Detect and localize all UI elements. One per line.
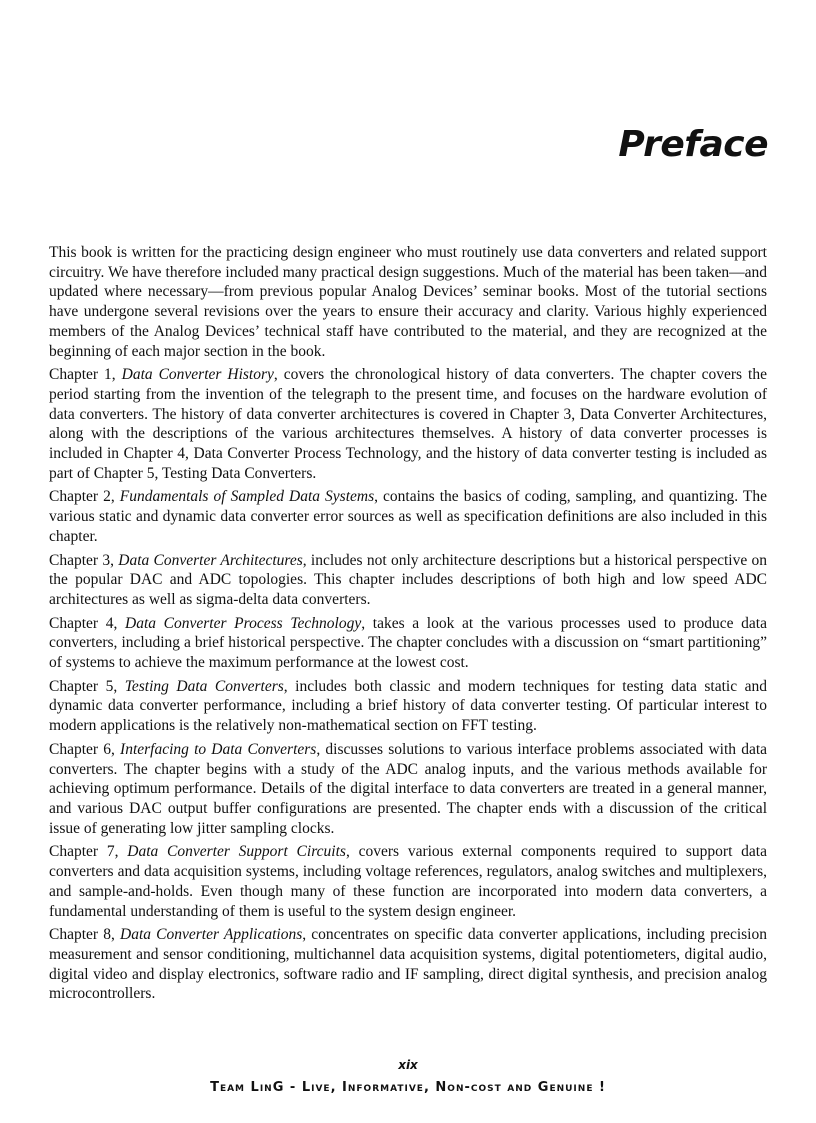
chapter-description: , includes both classic and modern techniques for testing data static and dynamic data converter performance, including a brief history of data converter testing. Of particular interest to modern applications is the relatively non-mathematical section on FFT testing. <box>49 677 767 735</box>
intro-paragraph: This book is written for the practicing design engineer who must routinely use data converters and related support circuitry. We have therefore included many practical design suggestions. Much of the material has been taken—and updated where necessary—from previous popular Analog Devices’ seminar books. Most of the tutorial sections have undergone several revisions over the years to ensure their accuracy and clarity. Various highly experienced members of the Analog Devices’ technical staff have contributed to the material, and they are recognized at the beginning of each major section in the book. <box>49 244 767 360</box>
chapter-7-paragraph <box>49 842 767 921</box>
chapter-5-paragraph <box>49 677 767 736</box>
chapter-lead: Chapter 8, <box>49 926 121 944</box>
preface-body <box>49 243 767 1008</box>
chapter-title: Fundamentals of Sampled Data Systems <box>119 488 375 506</box>
chapter-8-paragraph <box>49 925 767 1004</box>
chapter-description: , includes not only architecture descriptions but a historical perspective on the popular DAC and ADC topologies. This chapter includes descriptions of both high and low speed ADC architectures as well as sigma-delta data converters. <box>49 551 767 608</box>
chapter-lead: Chapter 7, <box>49 843 128 861</box>
chapter-4-paragraph <box>49 614 767 673</box>
chapter-title: Interfacing to Data Converters <box>120 740 317 758</box>
chapter-title: Data Converter Support Circuits <box>127 843 346 861</box>
chapter-1-paragraph <box>49 365 767 483</box>
chapter-description: , covers the chronological history of data converters. The chapter covers the period starting from the invention of the telegraph to the present time, and focuses on the hardware evolution of data converters. The history of data converter architectures is covered in Chapter 3, Data Converter Architectures, along with the descriptions of the various architectures themselves. A history of data converter processes is included in Chapter 4, Data Converter Process Technology, and the history of data converter testing is included as part of Chapter 5, Testing Data Converters. <box>49 366 767 482</box>
chapter-title: Data Converter History <box>121 366 274 384</box>
chapter-lead: Chapter 5, <box>49 677 125 695</box>
chapter-title: Data Converter Architectures <box>118 551 303 569</box>
page-title: Preface <box>618 124 768 165</box>
chapter-title: Testing Data Converters <box>124 677 284 695</box>
chapter-description: , contains the basics of coding, sampling, and quantizing. The various static and dynamic data converter error sources as well as specification definitions are also included in this chapter. <box>49 488 768 545</box>
chapter-6-paragraph <box>49 740 767 839</box>
chapter-lead: Chapter 3, <box>49 551 119 569</box>
chapter-3-paragraph <box>49 551 767 610</box>
chapter-lead: Chapter 2, <box>49 488 120 506</box>
chapter-description: , discusses solutions to various interface problems associated with data converters. The chapter begins with a study of the ADC analog inputs, and the various methods available for achieving optimum performance. Details of the digital interface to data converters are treated in a general manner, and various DAC output buffer configurations are presented. The chapter ends with a discussion of the critical issue of generating low jitter sampling clocks. <box>49 740 768 837</box>
chapter-description: , covers various external components required to support data converters and data acquisition systems, including voltage references, regulators, analog switches and multiplexers, and sample-and-holds. Even though many of these function are incorporated into modern data converters, a fundamental understanding of them is useful to the system design engineer. <box>49 843 767 920</box>
chapter-lead: Chapter 6, <box>49 740 121 758</box>
chapter-title: Data Converter Process Technology <box>125 614 362 632</box>
chapter-title: Data Converter Applications <box>120 926 303 944</box>
footer-tagline: Team LinG - Live, Informative, Non-cost and Genuine ! <box>210 1080 606 1095</box>
chapter-description: , takes a look at the various processes used to produce data converters, including a brief historical perspective. The chapter concludes with a discussion on “smart partitioning” of systems to achieve the maximum performance at the lowest cost. <box>49 614 767 672</box>
chapter-2-paragraph <box>49 487 767 546</box>
chapter-lead: Chapter 4, <box>49 614 126 632</box>
chapter-description: , concentrates on specific data converter applications, including precision measurement and sensor conditioning, multichannel data acquisition systems, digital potentiometers, digital audio, digital video and display electronics, software radio and IF sampling, direct digital synthesis, and precision analog microcontrollers. <box>49 926 767 1003</box>
chapter-lead: Chapter 1, <box>49 366 122 384</box>
page-number: xix <box>398 1058 418 1072</box>
